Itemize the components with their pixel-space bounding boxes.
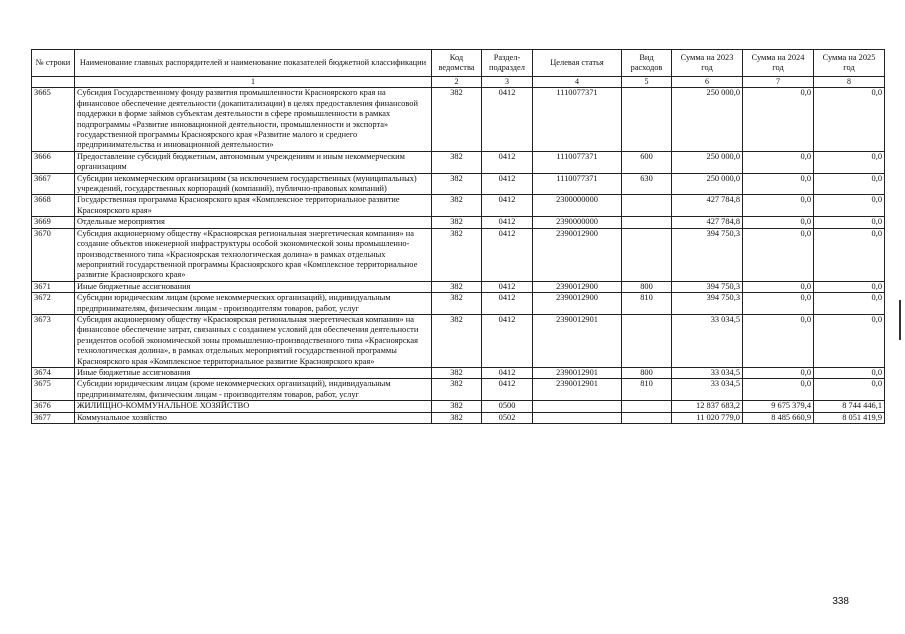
row-name: Коммунальное хозяйство — [75, 412, 432, 423]
budget-table — [31, 49, 885, 424]
row-code: 382 — [432, 412, 482, 423]
column-number — [32, 77, 75, 88]
row-code: 382 — [432, 314, 482, 367]
column-number: 8 — [814, 77, 885, 88]
row-sum-2024: 9 675 379,4 — [743, 401, 814, 412]
row-sum-2023: 250 000,0 — [672, 173, 743, 195]
row-name: Субсидии некоммерческим организациям (за исключением государственных (муниципальных) учреждений, государственных корпораций (компаний), публично-правовых компаний) — [75, 173, 432, 195]
row-section: 0412 — [482, 281, 533, 292]
row-code: 382 — [432, 195, 482, 217]
row-sum-2025: 0,0 — [814, 293, 885, 315]
row-sum-2025: 8 744 446,1 — [814, 401, 885, 412]
row-target: 1110077371 — [533, 151, 622, 173]
row-type: 600 — [622, 151, 672, 173]
row-target: 2390000000 — [533, 217, 622, 228]
header-section: Раздел-подраздел — [482, 50, 533, 77]
column-number: 3 — [482, 77, 533, 88]
row-type — [622, 217, 672, 228]
row-code: 382 — [432, 151, 482, 173]
row-section: 0500 — [482, 401, 533, 412]
row-sum-2024: 0,0 — [743, 151, 814, 173]
row-code: 382 — [432, 228, 482, 281]
row-target: 1110077371 — [533, 88, 622, 151]
row-code: 382 — [432, 401, 482, 412]
row-sum-2023: 394 750,3 — [672, 228, 743, 281]
table-row — [32, 367, 885, 378]
row-sum-2024: 0,0 — [743, 195, 814, 217]
row-sum-2023: 250 000,0 — [672, 151, 743, 173]
row-number: 3672 — [32, 293, 75, 315]
column-number: 6 — [672, 77, 743, 88]
row-sum-2024: 0,0 — [743, 379, 814, 401]
row-name: Субсидия Государственному фонду развития промышленности Красноярского края на финансовое обеспечение деятельности (докапитализации) в целях предоставления финансовой поддержки в форме займов субъектам деятельности в сфере промышленности в рамках подпрограммы «Развитие инновационной деятельности, промышленности и экспорта» государственной программы Красноярского края «Развитие малого и среднего предпринимательства и инновационной деятельности» — [75, 88, 432, 151]
row-name: Государственная программа Красноярского края «Комплексное территориальное развитие Красноярского края» — [75, 195, 432, 217]
row-target: 2390012900 — [533, 293, 622, 315]
row-name: Субсидии юридическим лицам (кроме некоммерческих организаций), индивидуальным предпринимателям, физическим лицам - производителям товаров, работ, услуг — [75, 293, 432, 315]
row-sum-2023: 394 750,3 — [672, 293, 743, 315]
row-sum-2024: 0,0 — [743, 281, 814, 292]
row-sum-2025: 0,0 — [814, 173, 885, 195]
row-number: 3665 — [32, 88, 75, 151]
row-section: 0412 — [482, 367, 533, 378]
table-row — [32, 314, 885, 367]
table-row — [32, 281, 885, 292]
row-sum-2025: 8 051 419,9 — [814, 412, 885, 423]
row-sum-2025: 0,0 — [814, 195, 885, 217]
row-name: Предоставление субсидий бюджетным, автономным учреждениям и иным некоммерческим организациям — [75, 151, 432, 173]
column-number: 2 — [432, 77, 482, 88]
table-row — [32, 228, 885, 281]
row-sum-2025: 0,0 — [814, 217, 885, 228]
header-expense-type: Вид расходов — [622, 50, 672, 77]
row-type: 630 — [622, 173, 672, 195]
header-row-number: № строки — [32, 50, 75, 77]
row-target: 2390012900 — [533, 228, 622, 281]
row-section: 0412 — [482, 217, 533, 228]
column-number: 4 — [533, 77, 622, 88]
row-name: Субсидия акционерному обществу «Красноярская региональная энергетическая компания» на создание объектов инженерной инфраструктуры особой экономической зоны промышленно-производственного типа «Красноярская технологическая долина» в рамках отдельных мероприятий государственной программы Красноярского края «Комплексное территориальное развитие Красноярского края» — [75, 228, 432, 281]
row-section: 0412 — [482, 195, 533, 217]
row-sum-2025: 0,0 — [814, 281, 885, 292]
row-number: 3671 — [32, 281, 75, 292]
row-type — [622, 412, 672, 423]
table-row — [32, 293, 885, 315]
row-name: Иные бюджетные ассигнования — [75, 367, 432, 378]
row-sum-2024: 0,0 — [743, 367, 814, 378]
row-sum-2023: 33 034,5 — [672, 314, 743, 367]
row-sum-2023: 250 000,0 — [672, 88, 743, 151]
row-section: 0502 — [482, 412, 533, 423]
table-row — [32, 217, 885, 228]
row-type — [622, 195, 672, 217]
row-type: 800 — [622, 281, 672, 292]
row-target: 2390012901 — [533, 367, 622, 378]
row-sum-2025: 0,0 — [814, 151, 885, 173]
row-name: Субсидия акционерному обществу «Красноярская региональная энергетическая компания» на финансовое обеспечение затрат, связанных с созданием условий для обеспечения деятельности резидентов особой экономической зоны промышленно-производственного типа «Красноярская технологическая долина», в рамках отдельных мероприятий государственной программы Красноярского края «Комплексное территориальное развитие Красноярского края» — [75, 314, 432, 367]
row-sum-2023: 33 034,5 — [672, 379, 743, 401]
row-section: 0412 — [482, 228, 533, 281]
row-sum-2025: 0,0 — [814, 88, 885, 151]
table-row — [32, 412, 885, 423]
row-sum-2024: 0,0 — [743, 228, 814, 281]
row-name: Иные бюджетные ассигнования — [75, 281, 432, 292]
row-section: 0412 — [482, 379, 533, 401]
row-sum-2023: 427 784,8 — [672, 217, 743, 228]
row-target: 2300000000 — [533, 195, 622, 217]
row-number: 3675 — [32, 379, 75, 401]
header-target-article: Целевая статья — [533, 50, 622, 77]
header-sum-2023: Сумма на 2023 год — [672, 50, 743, 77]
row-type — [622, 88, 672, 151]
page-number: 338 — [832, 596, 849, 607]
row-sum-2024: 0,0 — [743, 314, 814, 367]
row-code: 382 — [432, 379, 482, 401]
row-type — [622, 314, 672, 367]
header-department-code: Код ведомства — [432, 50, 482, 77]
row-sum-2024: 0,0 — [743, 173, 814, 195]
row-sum-2025: 0,0 — [814, 228, 885, 281]
row-target: 1110077371 — [533, 173, 622, 195]
row-target: 2390012901 — [533, 379, 622, 401]
column-number-row — [32, 77, 885, 88]
row-sum-2024: 8 485 660,9 — [743, 412, 814, 423]
row-code: 382 — [432, 367, 482, 378]
table-row — [32, 401, 885, 412]
table-row — [32, 173, 885, 195]
row-section: 0412 — [482, 314, 533, 367]
row-sum-2025: 0,0 — [814, 379, 885, 401]
scan-edge-mark — [899, 300, 901, 340]
row-sum-2025: 0,0 — [814, 367, 885, 378]
header-sum-2025: Сумма на 2025 год — [814, 50, 885, 77]
column-number: 5 — [622, 77, 672, 88]
row-section: 0412 — [482, 173, 533, 195]
row-name: Субсидии юридическим лицам (кроме некоммерческих организаций), индивидуальным предпринимателям, физическим лицам - производителям товаров, работ, услуг — [75, 379, 432, 401]
column-number: 7 — [743, 77, 814, 88]
row-number: 3676 — [32, 401, 75, 412]
row-sum-2023: 33 034,5 — [672, 367, 743, 378]
row-number: 3669 — [32, 217, 75, 228]
row-code: 382 — [432, 293, 482, 315]
row-section: 0412 — [482, 88, 533, 151]
row-sum-2023: 12 837 683,2 — [672, 401, 743, 412]
row-name: ЖИЛИЩНО-КОММУНАЛЬНОЕ ХОЗЯЙСТВО — [75, 401, 432, 412]
row-sum-2024: 0,0 — [743, 217, 814, 228]
row-target: 2390012900 — [533, 281, 622, 292]
row-number: 3668 — [32, 195, 75, 217]
header-name: Наименование главных распорядителей и наименование показателей бюджетной классификации — [75, 50, 432, 77]
table-header-row — [32, 50, 885, 77]
row-section: 0412 — [482, 151, 533, 173]
row-number: 3666 — [32, 151, 75, 173]
row-sum-2023: 427 784,8 — [672, 195, 743, 217]
row-name: Отдельные мероприятия — [75, 217, 432, 228]
row-number: 3674 — [32, 367, 75, 378]
row-target — [533, 401, 622, 412]
row-sum-2025: 0,0 — [814, 314, 885, 367]
table-row — [32, 195, 885, 217]
row-code: 382 — [432, 88, 482, 151]
row-number: 3667 — [32, 173, 75, 195]
row-sum-2023: 394 750,3 — [672, 281, 743, 292]
row-section: 0412 — [482, 293, 533, 315]
row-type: 800 — [622, 367, 672, 378]
row-code: 382 — [432, 217, 482, 228]
row-type: 810 — [622, 293, 672, 315]
column-number: 1 — [75, 77, 432, 88]
row-number: 3670 — [32, 228, 75, 281]
row-sum-2023: 11 020 779,0 — [672, 412, 743, 423]
row-number: 3677 — [32, 412, 75, 423]
row-number: 3673 — [32, 314, 75, 367]
row-sum-2024: 0,0 — [743, 293, 814, 315]
row-code: 382 — [432, 281, 482, 292]
row-target — [533, 412, 622, 423]
row-type — [622, 228, 672, 281]
row-code: 382 — [432, 173, 482, 195]
row-type: 810 — [622, 379, 672, 401]
table-row — [32, 88, 885, 151]
header-sum-2024: Сумма на 2024 год — [743, 50, 814, 77]
table-row — [32, 379, 885, 401]
row-sum-2024: 0,0 — [743, 88, 814, 151]
row-target: 2390012901 — [533, 314, 622, 367]
row-type — [622, 401, 672, 412]
table-row — [32, 151, 885, 173]
